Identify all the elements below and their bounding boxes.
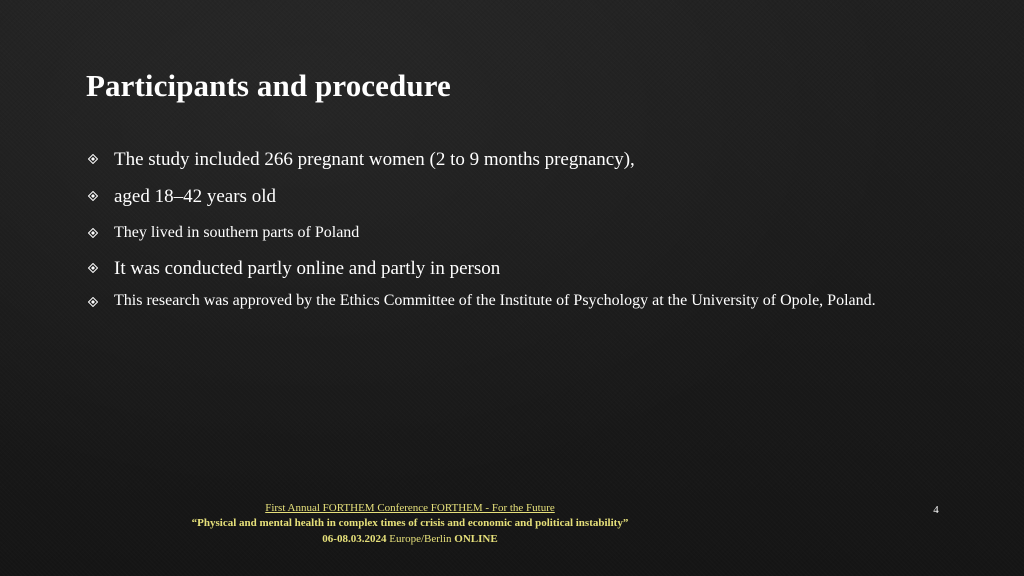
diamond-bullet-icon — [88, 297, 98, 307]
diamond-bullet-icon — [88, 228, 98, 238]
conference-theme: “Physical and mental health in complex times of crisis and economic and political instability” — [191, 517, 629, 530]
conference-link[interactable]: First Annual FORTHEM Conference FORTHEM - For the Future — [265, 502, 555, 514]
bullet-text: It was conducted partly online and partly in person — [114, 257, 501, 279]
bullet-text: The study included 266 pregnant women (2 to 9 months pregnancy), — [114, 149, 635, 170]
conference-timezone: Europe/Berlin — [389, 532, 452, 545]
bullet-text: aged 18–42 years old — [114, 185, 276, 207]
conference-dates-line — [120, 532, 700, 547]
bullet-item — [86, 257, 936, 281]
conference-mode: ONLINE — [454, 532, 498, 545]
bullet-item — [86, 148, 936, 172]
conference-dates: 06-08.03.2024 — [322, 532, 387, 545]
diamond-bullet-icon — [88, 191, 98, 201]
diamond-bullet-icon — [88, 154, 98, 164]
bullet-item — [86, 185, 936, 209]
bullet-text: They lived in southern parts of Poland — [114, 223, 360, 241]
bullet-text: This research was approved by the Ethics Committee of the Institute of Psychology at the University of Opole, Poland. — [114, 292, 876, 310]
bullet-item — [86, 288, 936, 314]
page-number: 4 — [933, 504, 939, 516]
bullet-list — [86, 148, 936, 314]
bullet-item — [86, 223, 936, 243]
slide-title: Participants and procedure — [86, 68, 451, 103]
footer — [120, 501, 700, 547]
diamond-bullet-icon — [88, 263, 98, 273]
